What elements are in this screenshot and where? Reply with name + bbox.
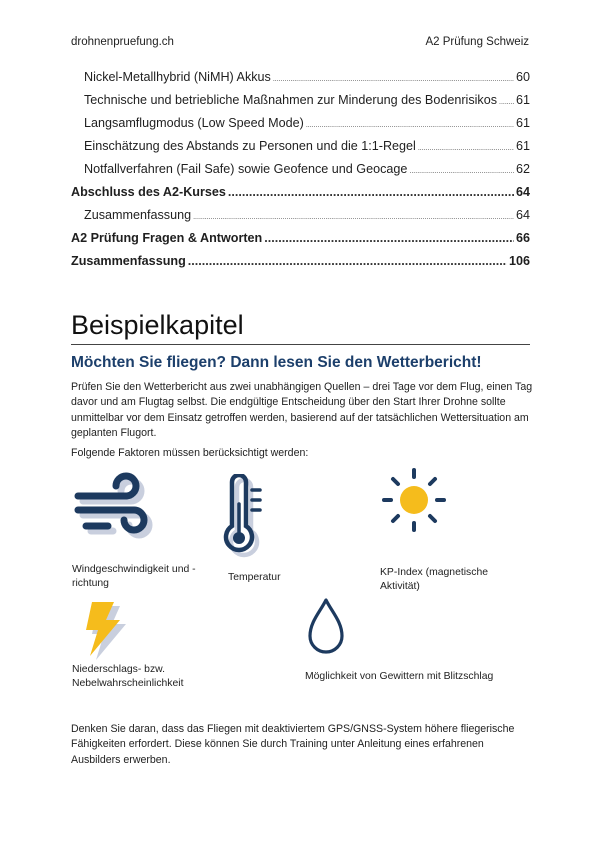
toc-leader-dots <box>273 76 514 83</box>
toc-entry[interactable] <box>71 231 530 254</box>
toc-entry-page: 61 <box>515 116 530 130</box>
sun-icon <box>376 466 456 538</box>
toc-entry[interactable] <box>71 70 530 93</box>
toc-entry[interactable] <box>71 162 530 185</box>
toc-entry-title: Zusammenfassung <box>84 208 192 222</box>
toc-entry-title: A2 Prüfung Fragen & Antworten <box>71 231 263 245</box>
droplet-icon <box>300 596 356 660</box>
toc-entry-title: Einschätzung des Abstands zu Personen und die 1:1-Regel <box>84 139 416 153</box>
factor-thunderstorm: Möglichkeit von Gewittern mit Blitzschlag <box>305 671 494 682</box>
toc-entry-title: Langsamflugmodus (Low Speed Mode) <box>84 116 304 130</box>
toc-entry-page: 66 <box>515 231 530 245</box>
header-site: drohnenpruefung.ch <box>71 36 174 48</box>
toc-entry-page: 64 <box>515 208 530 222</box>
toc-leader-dots <box>418 145 514 152</box>
toc-entry-title: Technische und betriebliche Maßnahmen zur Minderung des Bodenrisikos <box>84 93 498 107</box>
toc-entry[interactable] <box>71 208 530 231</box>
closing-paragraph: Denken Sie daran, dass das Fliegen mit deaktiviertem GPS/GNSS-System höhere fliegerische Fähigkeiten erfordert. Diese können Sie durch Training unter Anleitung eines erfahrenen Ausbilders erwerben. <box>71 723 515 766</box>
factor-kp-index: KP-Index (magnetische Aktivität) <box>380 567 489 592</box>
toc-entry-title: Zusammenfassung <box>71 254 186 268</box>
toc-leader-dots <box>188 254 507 268</box>
toc-entry-page: 106 <box>508 254 530 268</box>
intro-paragraph: Prüfen Sie den Wetterbericht aus zwei unabhängigen Quellen – drei Tage vor dem Flug, einen Tag davor und am Flugtag selbst. Die endgültige Entscheidung über den Start Ihrer Drohne sollte unmittelbar vor dem Einsatz getroffen werden, basierend auf der tatsächlichen Wettersituation am geplanten Flugort. <box>71 381 533 440</box>
toc-entry[interactable] <box>71 116 530 139</box>
factors-intro: Folgende Faktoren müssen berücksichtigt werden: <box>71 447 309 459</box>
factor-wind: Windgeschwindigkeit und -richtung <box>72 564 196 589</box>
thermometer-icon <box>216 474 276 560</box>
toc-leader-dots <box>193 214 514 221</box>
toc-entry-page: 61 <box>515 93 530 107</box>
toc-leader-dots <box>499 99 514 106</box>
toc-entry-title: Notfallverfahren (Fail Safe) sowie Geofence und Geocage <box>84 162 408 176</box>
factor-precipitation: Niederschlags- bzw. Nebelwahrscheinlichkeit <box>72 664 184 689</box>
toc-leader-dots <box>264 231 514 245</box>
toc-leader-dots <box>228 185 514 199</box>
toc-entry-page: 62 <box>515 162 530 176</box>
chapter-rule <box>71 344 530 345</box>
toc-entry-title: Abschluss des A2-Kurses <box>71 185 226 199</box>
toc-entry[interactable] <box>71 185 530 208</box>
factor-temperature: Temperatur <box>228 572 281 583</box>
chapter-title: Beispielkapitel <box>71 310 244 340</box>
lightning-icon <box>70 594 136 660</box>
toc-entry-title: Nickel-Metallhybrid (NiMH) Akkus <box>84 70 271 84</box>
header-title: A2 Prüfung Schweiz <box>425 36 529 48</box>
toc-entry-page: 61 <box>515 139 530 153</box>
section-title: Möchten Sie fliegen? Dann lesen Sie den Wetterbericht! <box>71 354 482 371</box>
toc-entry-page: 60 <box>515 70 530 84</box>
toc-entry[interactable] <box>71 254 530 277</box>
wind-icon <box>72 470 160 550</box>
toc-leader-dots <box>409 168 514 175</box>
table-of-contents <box>71 70 530 277</box>
toc-entry[interactable] <box>71 93 530 116</box>
toc-entry-page: 64 <box>515 185 530 199</box>
toc-entry[interactable] <box>71 139 530 162</box>
toc-leader-dots <box>306 122 514 129</box>
